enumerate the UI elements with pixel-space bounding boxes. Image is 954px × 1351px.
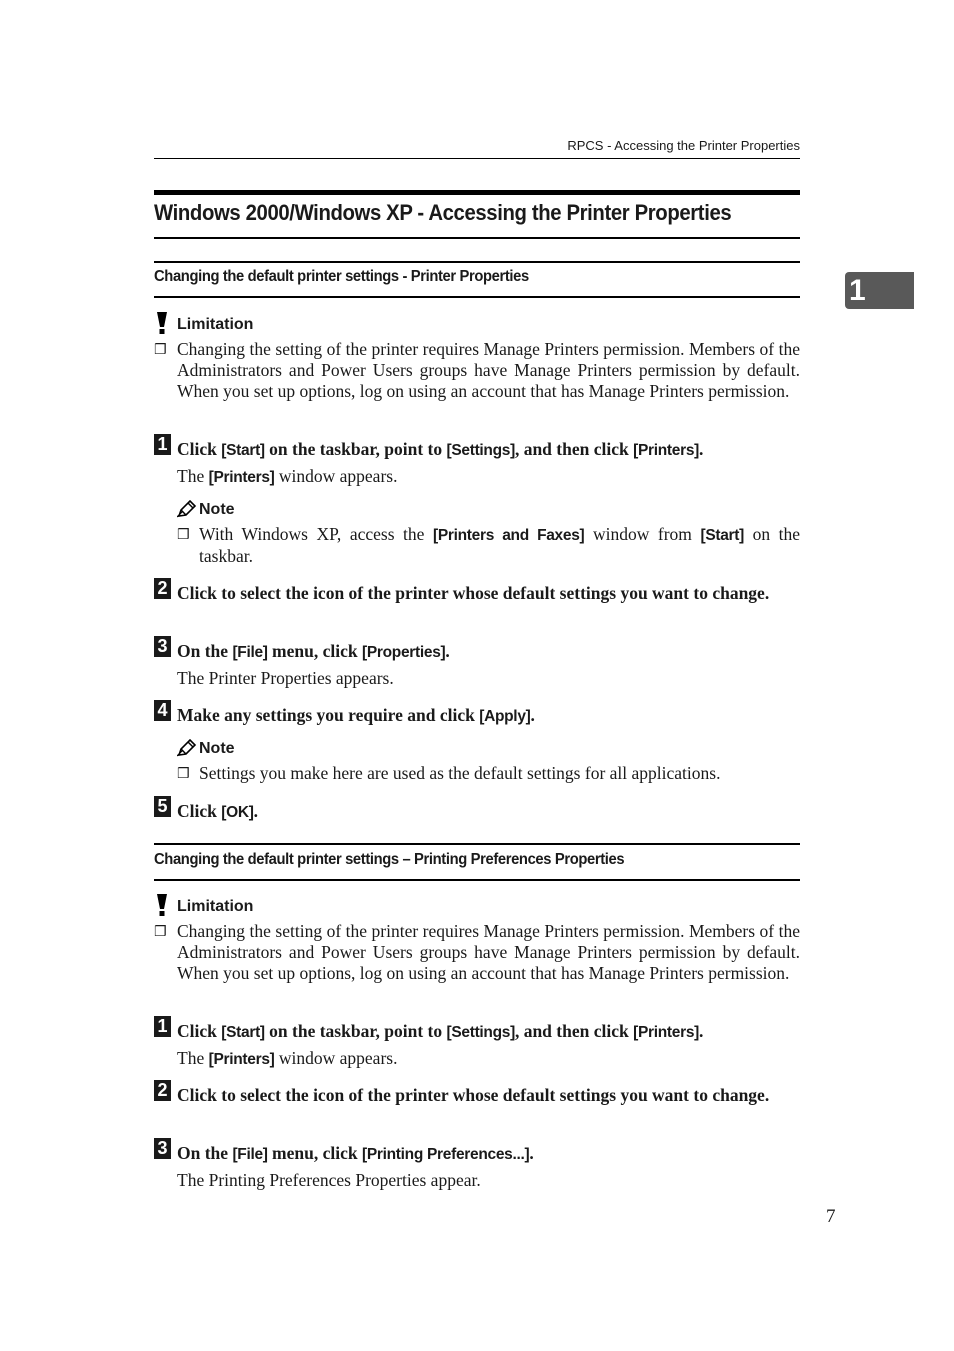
step-number-2: 2: [154, 1080, 171, 1101]
step-number-4: 4: [154, 700, 171, 721]
step-3-result: The Printer Properties appears.: [177, 668, 394, 688]
ui-printers-label: [Printers]: [633, 442, 700, 459]
note-label: Note: [199, 740, 235, 757]
limitation-label: Limitation: [177, 316, 254, 333]
running-header: RPCS - Accessing the Printer Properties: [567, 138, 800, 153]
checkbox-bullet-icon: ❒: [177, 527, 190, 543]
ui-file-label: [File]: [232, 1146, 268, 1163]
step-3-result: The Printing Preferences Properties appear.: [177, 1170, 481, 1190]
step-5-instruction: Click [OK].: [177, 801, 258, 821]
ui-printers-label: [Printers]: [633, 1024, 700, 1041]
limitation-icon: [155, 894, 169, 917]
step-3-instruction: On the [File] menu, click [Properties].: [177, 641, 450, 661]
step-number-5: 5: [154, 796, 171, 817]
note-bullet: ❒ With Windows XP, access the [Printers and Faxes] window from [Start] on the taskbar.: [177, 524, 801, 566]
checkbox-bullet-icon: ❒: [177, 766, 190, 782]
step-1-instruction: Click [Start] on the taskbar, point to [Settings], and then click [Printers].: [177, 1021, 704, 1041]
note-label: Note: [199, 501, 235, 518]
step-number-2: 2: [154, 578, 171, 599]
page-title: Windows 2000/Windows XP - Accessing the Printer Properties: [154, 200, 732, 225]
ui-apply-label: [Apply]: [479, 708, 531, 725]
step-2-instruction: Click to select the icon of the printer whose default settings you want to change.: [177, 1085, 770, 1105]
chapter-tab-number: 1: [849, 274, 866, 307]
title-rule-top: [154, 190, 800, 195]
note-pencil-icon: [177, 739, 197, 757]
step-number-3: 3: [154, 636, 171, 657]
limitation-bullet: [154, 339, 800, 402]
chapter-tab: [845, 272, 914, 309]
step-1-result: The [Printers] window appears.: [177, 466, 398, 486]
section1-rule-top: [154, 261, 800, 263]
section2-rule-top: [154, 843, 800, 845]
ui-ok-label: [OK]: [221, 804, 254, 821]
ui-settings-label: [Settings]: [446, 1024, 515, 1041]
header-rule: [154, 158, 800, 159]
step-number-3: 3: [154, 1138, 171, 1159]
step-3-instruction: On the [File] menu, click [Printing Preferences...].: [177, 1143, 534, 1163]
title-rule-bottom: [154, 237, 800, 239]
step-2-instruction: Click to select the icon of the printer whose default settings you want to change.: [177, 583, 770, 603]
limitation-label: Limitation: [177, 898, 254, 915]
ui-start-label: [Start]: [221, 442, 265, 459]
step-number-1: 1: [154, 1016, 171, 1037]
ui-properties-label: [Properties]: [361, 644, 446, 661]
step-number-1: 1: [154, 434, 171, 455]
checkbox-bullet-icon: ❒: [154, 342, 167, 358]
page-number: 7: [826, 1206, 836, 1227]
checkbox-bullet-icon: ❒: [154, 924, 167, 940]
note-bullet: ❒ Settings you make here are used as the default settings for all applications.: [177, 763, 721, 783]
ui-start-label: [Start]: [221, 1024, 265, 1041]
ui-settings-label: [Settings]: [446, 442, 515, 459]
ui-file-label: [File]: [232, 644, 268, 661]
ui-printing-preferences-label: [Printing Preferences...]: [361, 1146, 530, 1163]
section2-title: Changing the default printer settings – Printing Preferences Properties: [154, 851, 625, 868]
limitation-icon: [155, 312, 169, 335]
limitation-text: Changing the setting of the printer requires Manage Printers permission. Members of the Administrators and Power Users groups have Manage Printers permission by default. When you set up options, log on using an account that has Manage Printers permission.: [177, 339, 800, 401]
note-pencil-icon: [177, 500, 197, 518]
step-1-instruction: Click [Start] on the taskbar, point to [Settings], and then click [Printers].: [177, 439, 704, 459]
section1-rule-bottom: [154, 296, 800, 298]
limitation-text: Changing the setting of the printer requires Manage Printers permission. Members of the Administrators and Power Users groups have Manage Printers permission by default. When you set up options, log on using an account that has Manage Printers permission.: [177, 921, 800, 983]
section2-rule-bottom: [154, 879, 800, 881]
step-1-result: The [Printers] window appears.: [177, 1048, 398, 1068]
limitation-bullet: [154, 921, 800, 984]
step-4-instruction: Make any settings you require and click [Apply].: [177, 705, 535, 725]
section1-title: Changing the default printer settings - Printer Properties: [154, 268, 529, 285]
